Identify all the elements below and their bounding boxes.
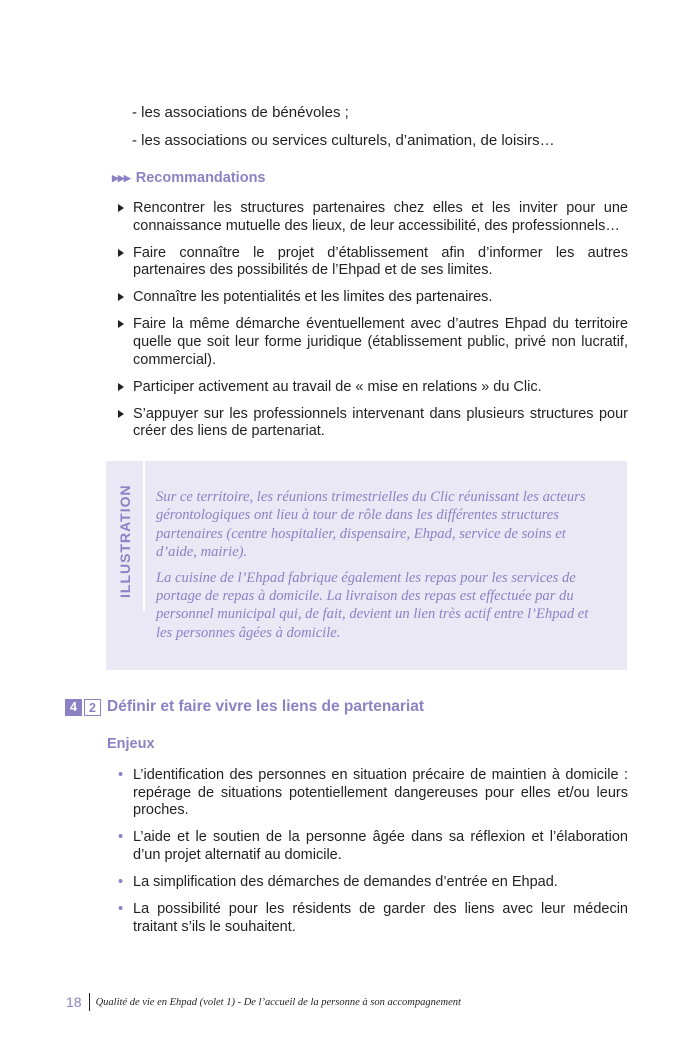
- list-item: [118, 874, 628, 892]
- triangle-bullet-icon: [118, 204, 124, 212]
- list-item: [116, 200, 628, 235]
- section-number-minor: 2: [84, 699, 101, 716]
- recommandations-title: Recommandations: [135, 170, 266, 186]
- enjeux-text: La possibilité pour les résidents de garder des liens avec leur médecin traitant s’ils le souhaitent.: [133, 901, 628, 935]
- bullet-dot-icon: •: [118, 873, 124, 890]
- list-item: [116, 379, 628, 397]
- footer-divider: [89, 993, 90, 1011]
- enjeux-text: L’identification des personnes en situation précaire de maintien à domicile : repérage de situations potentiellement dangereuses pour elles et/ou leurs proches.: [133, 767, 628, 819]
- list-item: [118, 767, 628, 820]
- footer-title: Qualité de vie en Ehpad (volet 1) - De l’accueil de la personne à son accompagnement: [95, 996, 461, 1008]
- dash-item: - les associations ou services culturels, d’animation, de loisirs…: [132, 132, 555, 149]
- recommandations-heading: [112, 168, 266, 188]
- illustration-label-text: ILLUSTRATION: [117, 484, 133, 598]
- section-number-major: 4: [65, 699, 82, 716]
- page-footer: [66, 992, 461, 1012]
- triangle-bullet-icon: [118, 320, 124, 328]
- illustration-label: [106, 461, 144, 670]
- section-title: Définir et faire vivre les liens de partenariat: [107, 698, 425, 715]
- illustration-divider: [143, 461, 145, 611]
- list-item: [118, 829, 628, 864]
- recommandations-list: [116, 200, 628, 451]
- list-item: [116, 245, 628, 280]
- bullet-dot-icon: •: [118, 901, 124, 918]
- triangle-bullet-icon: [118, 249, 124, 257]
- enjeux-list: [118, 767, 628, 946]
- enjeux-text: L’aide et le soutien de la personne âgée dans sa réflexion et l’élaboration d’un projet alternatif au domicile.: [133, 829, 628, 863]
- illustration-paragraph: La cuisine de l’Ehpad fabrique également les repas pour les services de portage de repas à domicile. La livraison des repas est effectuée par du personnel municipal qui, de fait, devient un lien très actif entre l’Ehpad et les personnes âgées à domicile.: [156, 569, 589, 641]
- triangle-bullet-icon: [118, 410, 124, 418]
- list-item: [116, 289, 628, 307]
- triangle-bullet-icon: [118, 383, 124, 391]
- bullet-dot-icon: •: [118, 767, 124, 783]
- section-heading: [65, 697, 424, 717]
- recommandation-text: Faire connaître le projet d’établissement afin d’informer les autres partenaires des possibilités de l’Ehpad et de ses limites.: [133, 244, 628, 279]
- list-item: [116, 406, 628, 441]
- recommandation-text: S’appuyer sur les professionnels intervenant dans plusieurs structures pour créer des liens de partenariat.: [133, 405, 628, 440]
- list-item: [118, 901, 628, 936]
- enjeux-heading: Enjeux: [107, 736, 155, 752]
- enjeux-text: La simplification des démarches de demandes d’entrée en Ehpad.: [133, 873, 558, 890]
- illustration-paragraph: Sur ce territoire, les réunions trimestrielles du Clic réunissant les acteurs gérontologiques ont lieu à tour de rôle dans les différentes structures partenaires (centre hospitalier, dispensaire, Ehpad, service de soins et d’aide, mairie).: [156, 489, 586, 561]
- triangle-bullet-icon: [118, 293, 124, 301]
- bullet-dot-icon: •: [118, 829, 124, 846]
- recommandation-text: Faire la même démarche éventuellement avec d’autres Ehpad du territoire quelle que soit leur forme juridique (établissement public, privé non lucratif, commercial).: [133, 316, 628, 368]
- triple-arrow-icon: ▶▶▶: [112, 172, 130, 183]
- recommandation-text: Rencontrer les structures partenaires chez elles et les inviter pour une connaissance mutuelle des lieux, de leur accessibilité, des professionnels…: [133, 200, 628, 234]
- dash-item: - les associations de bénévoles ;: [132, 104, 349, 121]
- illustration-text: [156, 488, 598, 649]
- list-item: [116, 316, 628, 369]
- page-number: 18: [66, 994, 82, 1010]
- recommandation-text: Connaître les potentialités et les limites des partenaires.: [133, 289, 493, 306]
- illustration-box: [106, 461, 627, 670]
- recommandation-text: Participer activement au travail de « mise en relations » du Clic.: [133, 378, 542, 395]
